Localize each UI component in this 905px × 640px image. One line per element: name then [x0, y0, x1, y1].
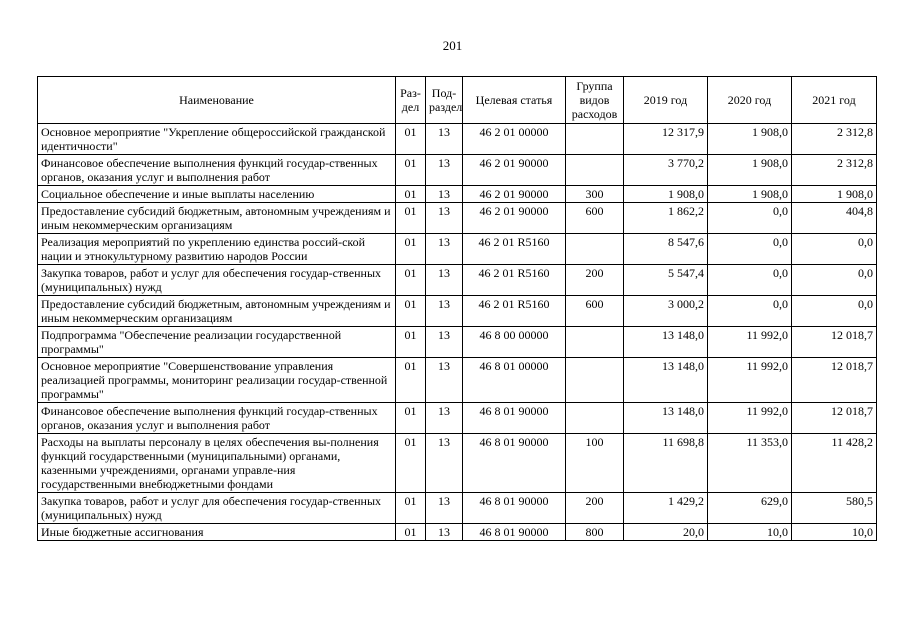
- header-group: Группа видов расходов: [566, 77, 624, 124]
- header-podrazdel: Под-раздел: [426, 77, 463, 124]
- row-target: 46 2 01 R5160: [463, 296, 566, 327]
- row-name: Предоставление субсидий бюджетным, автономным учреждениям и иным некоммерческим организациям: [38, 203, 396, 234]
- row-razdel: 01: [396, 155, 426, 186]
- page-number: 201: [442, 38, 463, 53]
- row-target: 46 2 01 90000: [463, 186, 566, 203]
- header-target: Целевая статья: [463, 77, 566, 124]
- row-name: Подпрограмма "Обеспечение реализации государственной программы": [38, 327, 396, 358]
- row-group: 200: [566, 493, 624, 524]
- row-2020: 0,0: [708, 296, 792, 327]
- row-target: 46 2 01 00000: [463, 124, 566, 155]
- row-2021: 0,0: [792, 234, 877, 265]
- row-podrazdel: 13: [426, 327, 463, 358]
- row-razdel: 01: [396, 124, 426, 155]
- row-razdel: 01: [396, 265, 426, 296]
- row-group: 300: [566, 186, 624, 203]
- row-name: Социальное обеспечение и иные выплаты населению: [38, 186, 396, 203]
- row-name: Предоставление субсидий бюджетным, автономным учреждениям и иным некоммерческим организациям: [38, 296, 396, 327]
- row-razdel: 01: [396, 403, 426, 434]
- row-name: Закупка товаров, работ и услуг для обеспечения государ-ственных (муниципальных) нужд: [38, 493, 396, 524]
- row-target: 46 2 01 R5160: [463, 234, 566, 265]
- row-2021: 2 312,8: [792, 155, 877, 186]
- row-target: 46 2 01 90000: [463, 155, 566, 186]
- row-target: 46 8 01 90000: [463, 434, 566, 493]
- row-razdel: 01: [396, 327, 426, 358]
- row-target: 46 8 00 00000: [463, 327, 566, 358]
- row-razdel: 01: [396, 203, 426, 234]
- row-group: 800: [566, 524, 624, 541]
- row-2019: 13 148,0: [624, 327, 708, 358]
- budget-table: [37, 76, 877, 541]
- row-2020: 1 908,0: [708, 124, 792, 155]
- row-2021: 12 018,7: [792, 327, 877, 358]
- header-2021: 2021 год: [792, 77, 877, 124]
- row-2020: 11 992,0: [708, 327, 792, 358]
- row-group: [566, 358, 624, 403]
- row-target: 46 8 01 90000: [463, 493, 566, 524]
- row-2020: 10,0: [708, 524, 792, 541]
- row-group: 600: [566, 203, 624, 234]
- row-target: 46 2 01 R5160: [463, 265, 566, 296]
- row-group: [566, 155, 624, 186]
- row-group: 600: [566, 296, 624, 327]
- row-2020: 1 908,0: [708, 186, 792, 203]
- row-2020: 0,0: [708, 203, 792, 234]
- row-name: Закупка товаров, работ и услуг для обеспечения государ-ственных (муниципальных) нужд: [38, 265, 396, 296]
- table-row: [38, 155, 877, 186]
- row-group: [566, 234, 624, 265]
- row-2019: 5 547,4: [624, 265, 708, 296]
- table-row: [38, 234, 877, 265]
- row-2020: 0,0: [708, 234, 792, 265]
- row-2019: 12 317,9: [624, 124, 708, 155]
- table-row: [38, 327, 877, 358]
- row-podrazdel: 13: [426, 265, 463, 296]
- table-row: [38, 265, 877, 296]
- row-group: [566, 403, 624, 434]
- row-2021: 0,0: [792, 296, 877, 327]
- row-2020: 0,0: [708, 265, 792, 296]
- row-2021: 1 908,0: [792, 186, 877, 203]
- row-name: Финансовое обеспечение выполнения функций государ-ственных органов, оказания услуг и выполнения работ: [38, 403, 396, 434]
- row-target: 46 2 01 90000: [463, 203, 566, 234]
- row-name: Иные бюджетные ассигнования: [38, 524, 396, 541]
- row-2021: 10,0: [792, 524, 877, 541]
- row-2021: 580,5: [792, 493, 877, 524]
- row-group: [566, 124, 624, 155]
- row-podrazdel: 13: [426, 403, 463, 434]
- row-target: 46 8 01 90000: [463, 524, 566, 541]
- row-razdel: 01: [396, 296, 426, 327]
- row-2019: 20,0: [624, 524, 708, 541]
- row-target: 46 8 01 00000: [463, 358, 566, 403]
- row-2021: 12 018,7: [792, 403, 877, 434]
- row-2019: 13 148,0: [624, 403, 708, 434]
- row-target: 46 8 01 90000: [463, 403, 566, 434]
- row-group: 100: [566, 434, 624, 493]
- row-2019: 13 148,0: [624, 358, 708, 403]
- row-2020: 1 908,0: [708, 155, 792, 186]
- row-2020: 11 992,0: [708, 403, 792, 434]
- row-podrazdel: 13: [426, 124, 463, 155]
- row-2021: 11 428,2: [792, 434, 877, 493]
- row-2019: 1 429,2: [624, 493, 708, 524]
- table-row: [38, 203, 877, 234]
- row-2020: 11 353,0: [708, 434, 792, 493]
- row-podrazdel: 13: [426, 155, 463, 186]
- row-razdel: 01: [396, 434, 426, 493]
- table-row: [38, 493, 877, 524]
- row-razdel: 01: [396, 524, 426, 541]
- row-2019: 11 698,8: [624, 434, 708, 493]
- row-razdel: 01: [396, 493, 426, 524]
- row-2021: 404,8: [792, 203, 877, 234]
- header-razdel: Раз-дел: [396, 77, 426, 124]
- row-2019: 3 000,2: [624, 296, 708, 327]
- row-2019: 8 547,6: [624, 234, 708, 265]
- table-row: [38, 124, 877, 155]
- header-2020: 2020 год: [708, 77, 792, 124]
- row-razdel: 01: [396, 358, 426, 403]
- row-2019: 3 770,2: [624, 155, 708, 186]
- row-podrazdel: 13: [426, 358, 463, 403]
- row-podrazdel: 13: [426, 186, 463, 203]
- row-2021: 2 312,8: [792, 124, 877, 155]
- row-2019: 1 862,2: [624, 203, 708, 234]
- header-name: Наименование: [38, 77, 396, 124]
- row-2021: 0,0: [792, 265, 877, 296]
- row-podrazdel: 13: [426, 493, 463, 524]
- row-2019: 1 908,0: [624, 186, 708, 203]
- row-name: Расходы на выплаты персоналу в целях обеспечения вы-полнения функций государственными (муниципальными) органами, казенными учреждениями, органами управле-ния государственными внебюджетными фондами: [38, 434, 396, 493]
- row-2020: 11 992,0: [708, 358, 792, 403]
- row-name: Основное мероприятие "Укрепление общероссийской гражданской идентичности": [38, 124, 396, 155]
- table-row: [38, 296, 877, 327]
- row-podrazdel: 13: [426, 296, 463, 327]
- row-podrazdel: 13: [426, 203, 463, 234]
- row-razdel: 01: [396, 186, 426, 203]
- table-row: [38, 358, 877, 403]
- row-group: 200: [566, 265, 624, 296]
- table-row: [38, 434, 877, 493]
- row-razdel: 01: [396, 234, 426, 265]
- row-2020: 629,0: [708, 493, 792, 524]
- table-row: [38, 524, 877, 541]
- row-podrazdel: 13: [426, 524, 463, 541]
- row-podrazdel: 13: [426, 234, 463, 265]
- row-2021: 12 018,7: [792, 358, 877, 403]
- header-2019: 2019 год: [624, 77, 708, 124]
- table-header-row: [38, 77, 877, 124]
- table-row: [38, 403, 877, 434]
- row-name: Реализация мероприятий по укреплению единства россий-ской нации и этнокультурному развитию народов России: [38, 234, 396, 265]
- row-group: [566, 327, 624, 358]
- row-name: Финансовое обеспечение выполнения функций государ-ственных органов, оказания услуг и выполнения работ: [38, 155, 396, 186]
- row-name: Основное мероприятие "Совершенствование управления реализацией программы, мониторинг реализации государ-ственной программы": [38, 358, 396, 403]
- row-podrazdel: 13: [426, 434, 463, 493]
- table-row: [38, 186, 877, 203]
